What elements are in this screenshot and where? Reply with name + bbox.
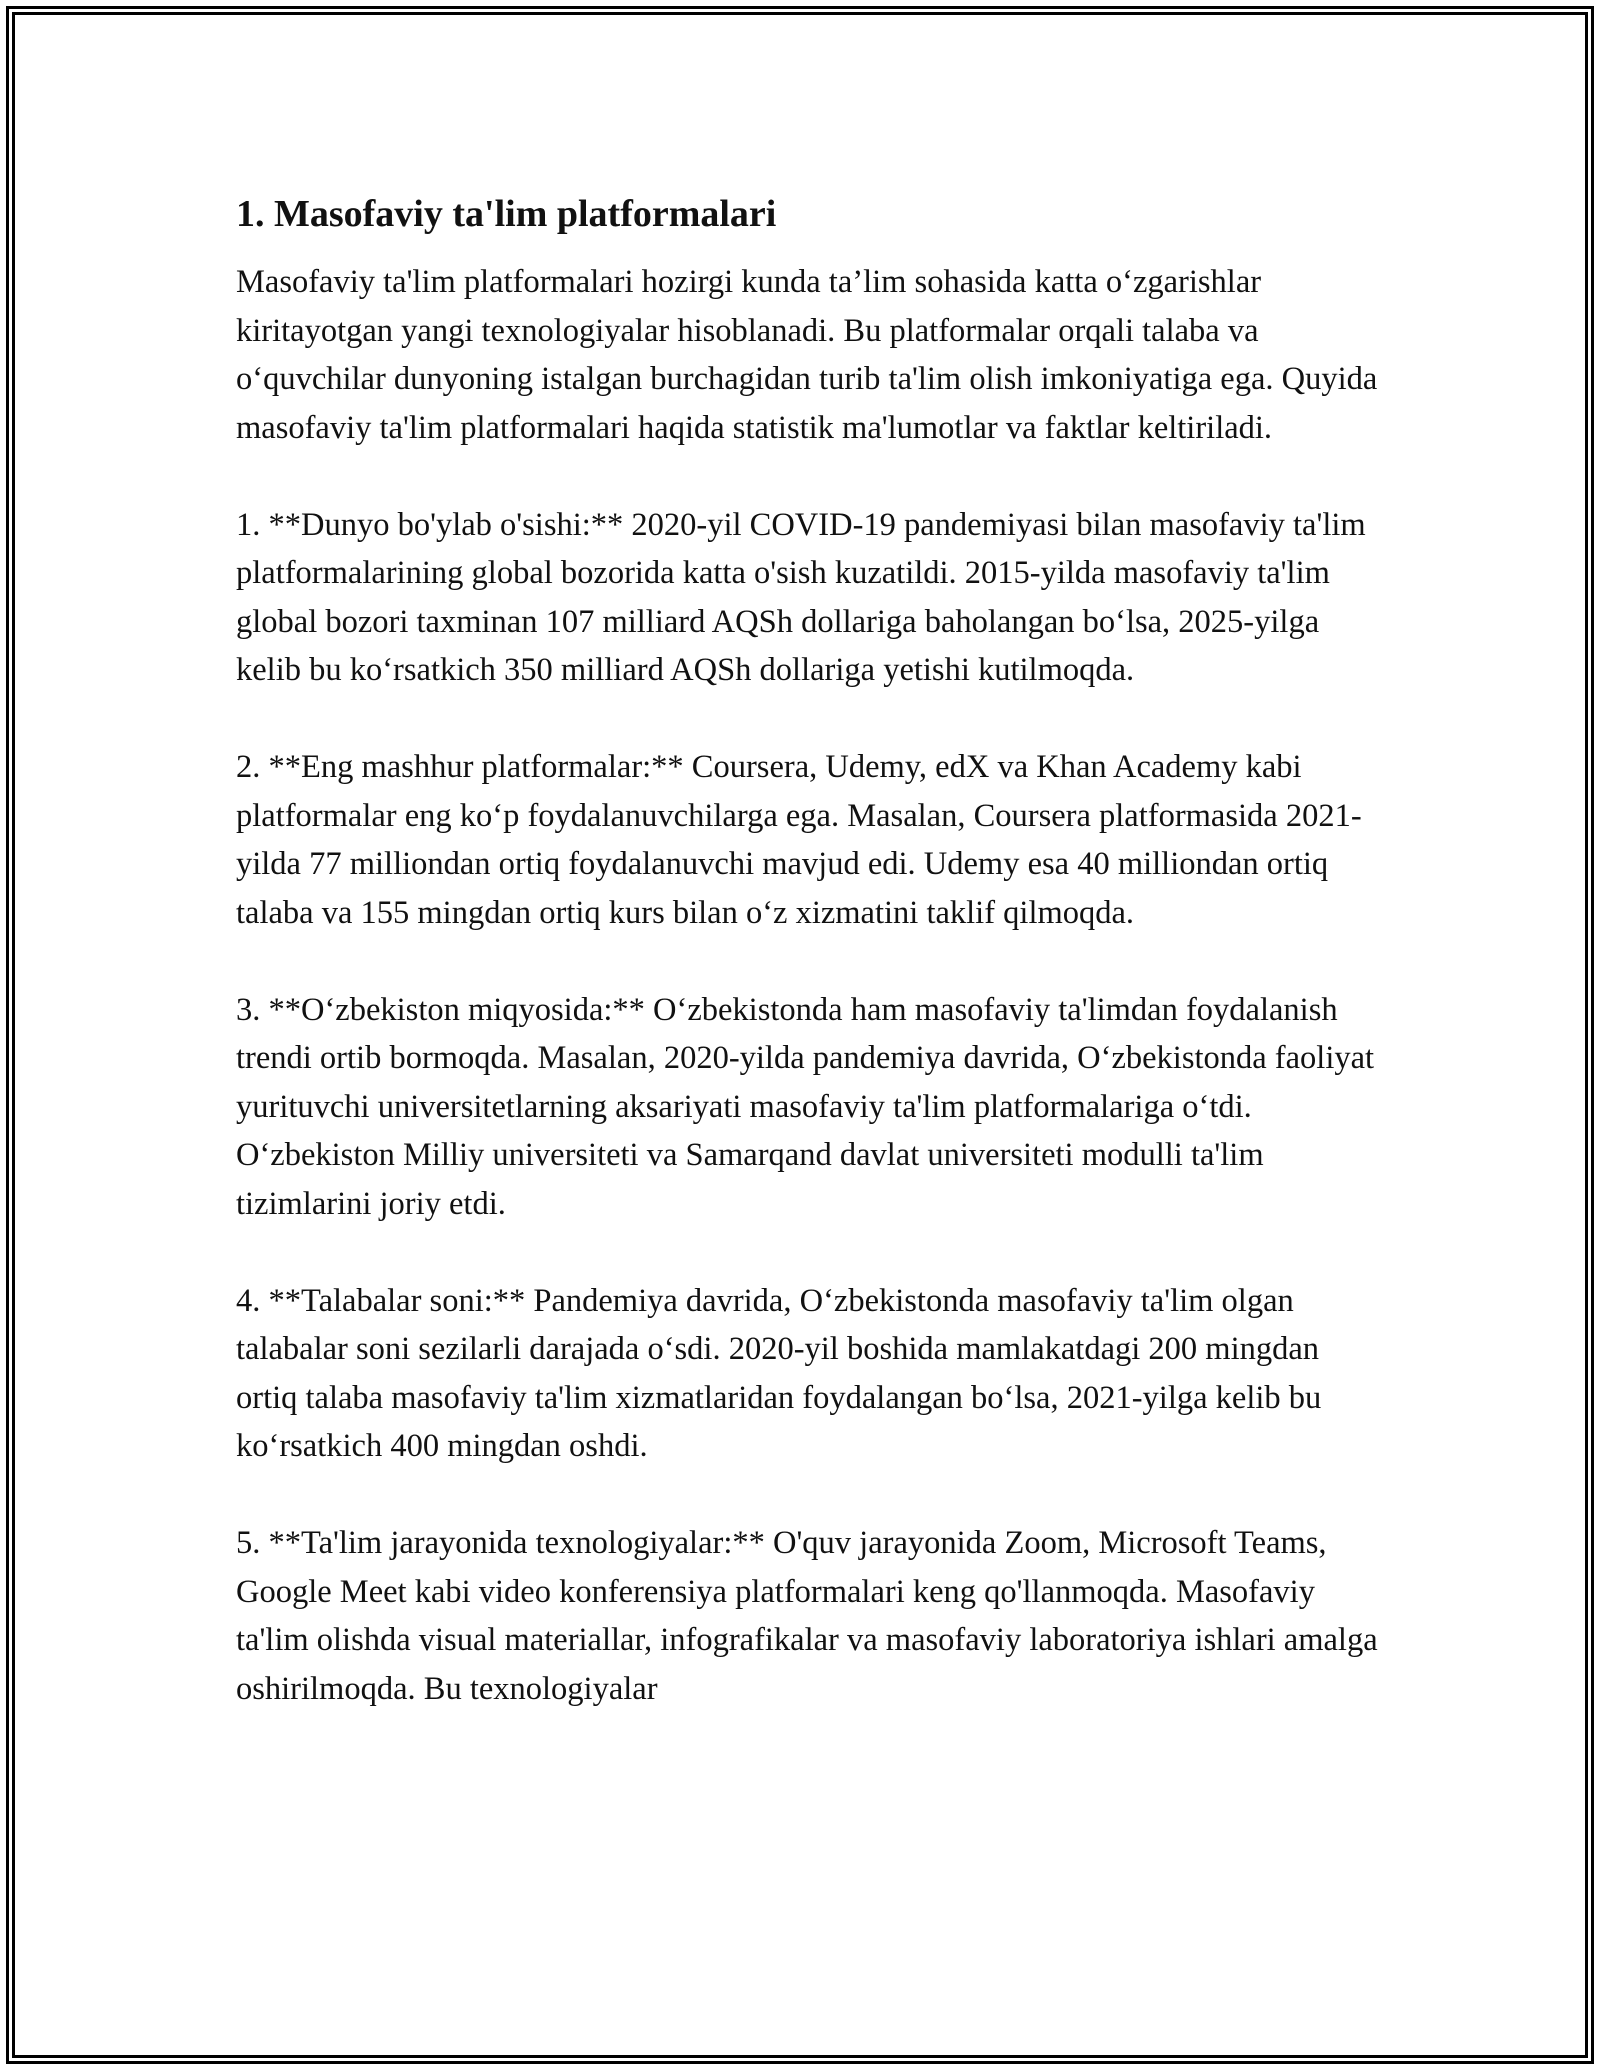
paragraph-uzbekistan-scale: 3. **O‘zbekiston miqyosida:** O‘zbekistonda ham masofaviy ta'limdan foydalanish trendi ortib bormoqda. Masalan, 2020-yilda pandemiya davrida, O‘zbekistonda faoliyat yurituvchi universitetlarning aksariyati masofaviy ta'lim platformalariga o‘tdi. O‘zbekiston Milliy universiteti va Samarqand davlat universiteti modulli ta'lim tizimlarini joriy etdi.: [236, 991, 1375, 1222]
intro-paragraph: Masofaviy ta'lim platformalari hozirgi kunda ta’lim sohasida katta o‘zgarishlar kiritayotgan yangi texnologiyalar hisoblanadi. Bu platformalar orqali talaba va o‘quvchilar dunyoning istalgan burchagidan turib ta'lim olish imkoniyatiga ega. Quyida masofaviy ta'lim platformalari haqida statistik ma'lumotlar va faktlar keltiriladi.: [236, 264, 1378, 446]
document-body: [236, 188, 1386, 1713]
paragraph-global-growth: 1. **Dunyo bo'ylab o'sishi:** 2020-yil COVID-19 pandemiyasi bilan masofaviy ta'lim platformalarining global bozorida katta o'sish kuzatildi. 2015-yilda masofaviy ta'lim global bozori taxminan 107 milliard AQSh dollariga baholangan bo‘lsa, 2025-yilga kelib bu ko‘rsatkich 350 milliard AQSh dollariga yetishi kutilmoqda.: [236, 506, 1366, 688]
paragraph-popular-platforms: 2. **Eng mashhur platformalar:** Coursera, Udemy, edX va Khan Academy kabi platformalar eng ko‘p foydalanuvchilarga ega. Masalan, Coursera platformasida 2021-yilda 77 milliondan ortiq foydalanuvchi mavjud edi. Udemy esa 40 milliondan ortiq talaba va 155 mingdan ortiq kurs bilan o‘z xizmatini taklif qilmoqda.: [236, 749, 1362, 931]
paragraph-student-count: 4. **Talabalar soni:** Pandemiya davrida, O‘zbekistonda masofaviy ta'lim olgan talabalar soni sezilarli darajada o‘sdi. 2020-yil boshida mamlakatdagi 200 mingdan ortiq talaba masofaviy ta'lim xizmatlaridan foydalangan bo‘lsa, 2021-yilga kelib bu ko‘rsatkich 400 mingdan oshdi.: [236, 1282, 1322, 1464]
page-title: 1. Masofaviy ta'lim platformalari: [236, 193, 777, 235]
paragraph-technologies: 5. **Ta'lim jarayonida texnologiyalar:** O'quv jarayonida Zoom, Microsoft Teams, Google Meet kabi video konferensiya platformalari keng qo'llanmoqda. Masofaviy ta'lim olishda visual materiallar, infografikalar va masofaviy laboratoriya ishlari amalga oshirilmoqda. Bu texnologiyalar: [236, 1525, 1378, 1707]
